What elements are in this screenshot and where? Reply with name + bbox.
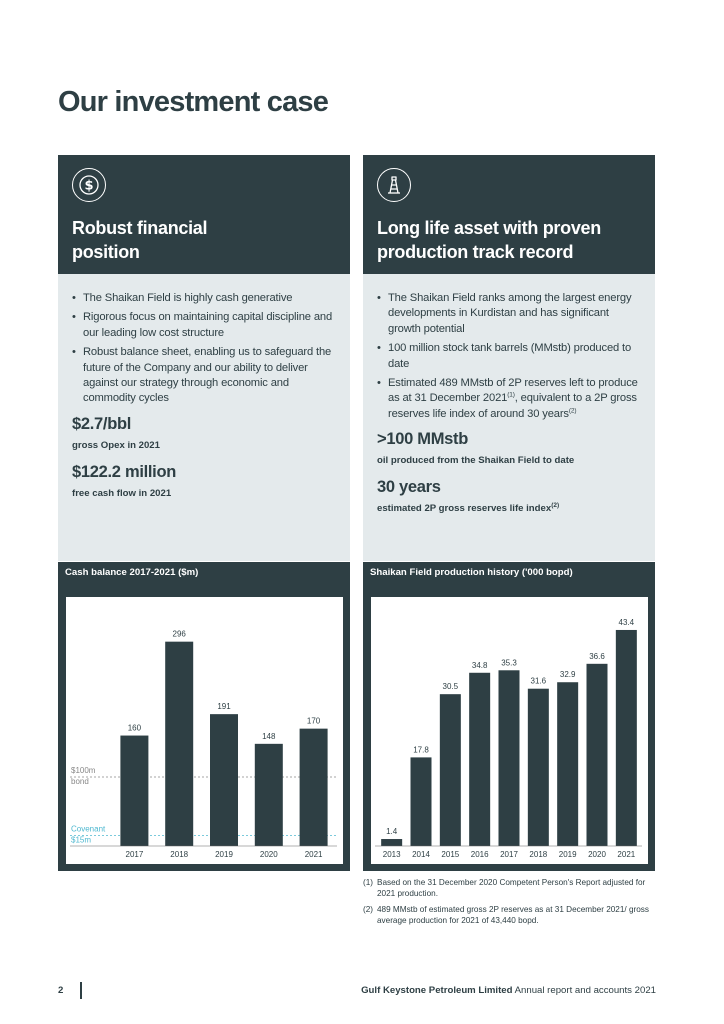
panel-body [58, 274, 350, 561]
chart-area [66, 597, 343, 864]
free-cash-flow-label: free cash flow in 2021 [72, 487, 172, 499]
list-item: • Estimated 489 MMstb of 2P reserves left to produce as at 31 December 2021$^{(1)}$, equivalent to a 2P gross reserves life index of around 30 years$^{(2)}$ [377, 376, 641, 422]
list-item: • The Shaikan Field is highly cash generative [72, 291, 336, 306]
tick-label: 2021 [304, 850, 323, 859]
reference-label: Covenant [71, 824, 106, 834]
production-history-chart [371, 597, 648, 864]
tick-label: 2019 [215, 850, 233, 859]
tick-label: 2015 [441, 850, 460, 859]
tick-label: 2020 [259, 850, 278, 859]
opex-label: gross Opex in 2021 [72, 439, 160, 451]
data-label: 30.5 [442, 682, 459, 692]
data-label: 148 [262, 731, 276, 741]
footnote-ref: (2) [551, 502, 560, 510]
cash-balance-chart-panel [58, 562, 350, 871]
data-label: 160 [127, 723, 142, 733]
list-item: • The Shaikan Field ranks among the largest energy developments in Kurdistan and has significant growth potential [377, 291, 641, 337]
tick-label: 2014 [412, 850, 430, 859]
bar [469, 673, 490, 846]
free-cash-flow-value: $122.2 million [72, 462, 177, 481]
panel-header [58, 155, 350, 274]
tick-label: 2019 [558, 850, 577, 859]
bar [499, 670, 520, 846]
bullet-list [377, 291, 641, 422]
bar [616, 630, 637, 846]
tick-label: 2020 [588, 850, 606, 859]
bar [557, 682, 578, 846]
reference-label: bond [71, 776, 89, 786]
data-label: 31.6 [530, 676, 547, 686]
footer-text [361, 985, 656, 996]
panel-header [363, 155, 655, 274]
reference-label: $100m [71, 765, 96, 775]
list-item: • Robust balance sheet, enabling us to safeguard the future of the Company and our ability to deliver against our strategy through economic and commodity cycles [72, 345, 336, 407]
oil-derrick-icon [377, 168, 411, 202]
page-title: Our investment case [58, 86, 329, 118]
tick-label: 2021 [617, 850, 636, 859]
tick-label: 2016 [470, 850, 489, 859]
footer-company: Gulf Keystone Petroleum Limited [361, 985, 513, 996]
data-label: 17.8 [413, 745, 429, 755]
chart-area [371, 597, 648, 864]
footnote-ref: (1) [507, 391, 515, 399]
tick-label: 2018 [529, 850, 548, 859]
footnote: (2) 489 MMstb of estimated gross 2P reserves as at 31 December 2021/ gross average production for 2021 of 43,440 bopd. [363, 905, 649, 925]
page-number: 2 [58, 985, 64, 996]
cash-balance-chart [66, 597, 343, 864]
chart-title: Cash balance 2017-2021 ($m) [65, 567, 199, 578]
bar [120, 736, 148, 846]
list-item: • 100 million stock tank barrels (MMstb) produced to date [377, 341, 641, 372]
opex-value: $2.7/bbl [72, 414, 132, 433]
panel-body [363, 274, 655, 561]
bar [381, 839, 402, 846]
bar [440, 694, 461, 846]
data-label: 34.8 [471, 660, 488, 670]
oil-produced-value: >100 MMstb [377, 430, 468, 449]
chart-title: Shaikan Field production history ('000 bopd) [370, 567, 573, 578]
financial-position-panel [58, 155, 350, 561]
data-label: 32.9 [559, 670, 576, 680]
bar [528, 689, 549, 846]
tick-label: 2017 [500, 850, 518, 859]
data-label: 35.3 [501, 658, 517, 668]
svg-text:$: $ [84, 178, 94, 194]
tick-label: 2017 [125, 850, 144, 859]
tick-label: 2018 [170, 850, 189, 859]
data-label: 36.6 [589, 651, 605, 661]
bar [255, 744, 283, 846]
footer-document: Annual report and accounts 2021 [514, 985, 656, 996]
production-history-chart-panel [363, 562, 655, 871]
panel-title: Robust financial position [72, 218, 208, 262]
data-label: 43.4 [618, 617, 635, 627]
dollar-icon [72, 168, 106, 202]
panel-title: Long life asset with proven production track record [377, 218, 601, 262]
list-item: • Rigorous focus on maintaining capital discipline and our leading low cost structure [72, 310, 336, 341]
data-label: 296 [172, 629, 186, 639]
reserves-life-label: estimated 2P gross reserves life index$^{(2)}$ [377, 502, 560, 515]
bar [165, 642, 193, 846]
data-label: 1.4 [386, 827, 398, 837]
data-label: 191 [217, 702, 231, 712]
footer-divider [80, 982, 82, 999]
oil-produced-label: oil produced from the Shaikan Field to date [377, 455, 575, 467]
reference-label: $15m [71, 835, 92, 845]
data-label: 170 [306, 716, 321, 726]
footnote: (1) Based on the 31 December 2020 Competent Person's Report adjusted for 2021 production. [363, 878, 646, 898]
long-life-asset-panel [363, 155, 655, 561]
bullet-list [72, 291, 336, 407]
footnotes [363, 878, 663, 932]
bar [300, 729, 328, 846]
bar [210, 714, 238, 846]
tick-label: 2013 [382, 850, 401, 859]
bar [411, 757, 432, 846]
footnote-ref: (2) [568, 407, 577, 415]
bar [587, 664, 608, 846]
reserves-life-value: 30 years [377, 478, 441, 497]
